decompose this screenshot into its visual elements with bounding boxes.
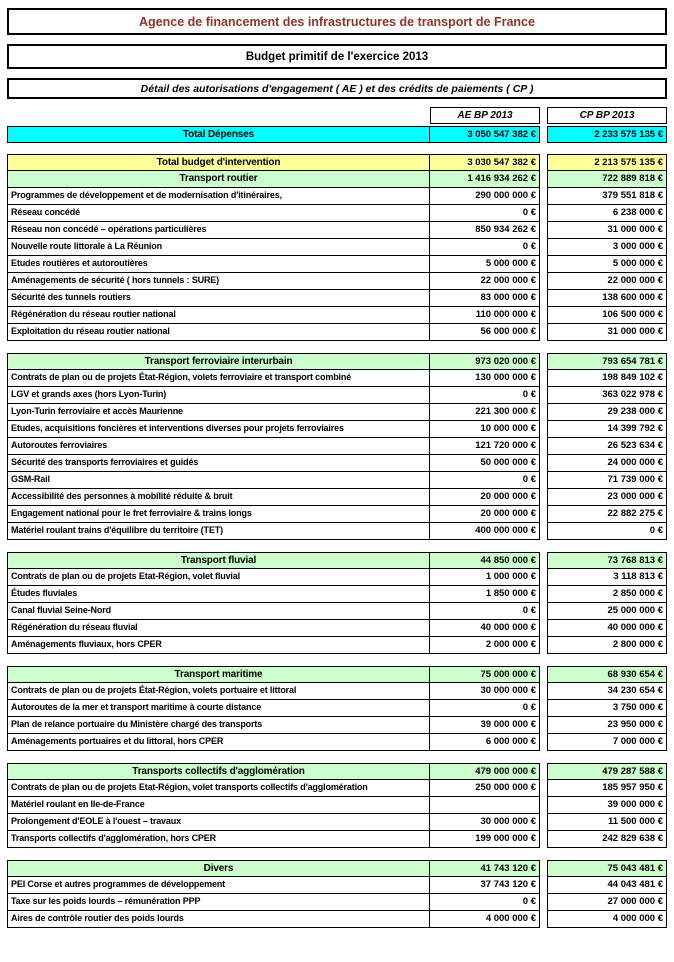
column-gap <box>540 290 547 307</box>
cp-value: 68 930 654 € <box>547 666 667 683</box>
cp-value: 2 213 575 135 € <box>547 154 667 171</box>
line-label: Régénération du réseau fluvial <box>7 620 430 637</box>
column-gap <box>540 763 547 780</box>
ae-value: 75 000 000 € <box>430 666 540 683</box>
cp-value: 44 043 481 € <box>547 877 667 894</box>
detail-caption-text: Détail des autorisations d'engagement ( AE ) et des crédits de paiements ( CP ) <box>140 82 534 95</box>
budget-line-row <box>7 683 667 700</box>
budget-line-row <box>7 894 667 911</box>
section-header-row <box>7 353 667 370</box>
cp-value: 0 € <box>547 523 667 540</box>
column-gap <box>540 700 547 717</box>
budget-line-row <box>7 273 667 290</box>
column-gap <box>540 717 547 734</box>
budget-line-row <box>7 603 667 620</box>
line-label: Prolongement d'EOLE à l'ouest – travaux <box>7 814 430 831</box>
ae-value: 290 000 000 € <box>430 188 540 205</box>
ae-value: 40 000 000 € <box>430 620 540 637</box>
agency-title <box>7 8 667 35</box>
ae-value: 30 000 000 € <box>430 683 540 700</box>
cp-value: 25 000 000 € <box>547 603 667 620</box>
column-gap <box>540 307 547 324</box>
total-depenses-row <box>7 126 667 143</box>
budget-line-row <box>7 239 667 256</box>
line-label: Aménagements portuaires et du littoral, hors CPER <box>7 734 430 751</box>
cp-value: 2 233 575 135 € <box>547 126 667 143</box>
budget-line-row <box>7 877 667 894</box>
ae-value: 41 743 120 € <box>430 860 540 877</box>
ae-value: 10 000 000 € <box>430 421 540 438</box>
line-label: Transport ferroviaire interurbain <box>7 353 430 370</box>
line-label: Transport maritime <box>7 666 430 683</box>
intervention-total-row <box>7 154 667 171</box>
cp-value: 23 950 000 € <box>547 717 667 734</box>
cp-value: 2 800 000 € <box>547 637 667 654</box>
ae-value: 0 € <box>430 472 540 489</box>
column-gap <box>540 620 547 637</box>
line-label: Sécurité des transports ferroviaires et guidés <box>7 455 430 472</box>
budget-section-2 <box>7 552 667 654</box>
line-label: Nouvelle route littorale à La Réunion <box>7 239 430 256</box>
line-label: Contrats de plan ou de projets État-Région, volets portuaire et littoral <box>7 683 430 700</box>
ae-value: 5 000 000 € <box>430 256 540 273</box>
ae-value <box>430 797 540 814</box>
ae-column-header: AE BP 2013 <box>430 107 540 124</box>
column-gap <box>540 370 547 387</box>
cp-value: 71 739 000 € <box>547 472 667 489</box>
cp-value: 22 000 000 € <box>547 273 667 290</box>
column-gap <box>540 831 547 848</box>
ae-value: 3 050 547 382 € <box>430 126 540 143</box>
section-header-row <box>7 171 667 188</box>
budget-line-row <box>7 506 667 523</box>
cp-value: 6 238 000 € <box>547 205 667 222</box>
column-gap <box>540 256 547 273</box>
ae-value: 3 030 547 382 € <box>430 154 540 171</box>
cp-value: 185 957 950 € <box>547 780 667 797</box>
column-gap <box>540 353 547 370</box>
cp-value: 39 000 000 € <box>547 797 667 814</box>
budget-section-4 <box>7 763 667 848</box>
ae-value: 0 € <box>430 387 540 404</box>
cp-value: 722 889 818 € <box>547 171 667 188</box>
line-label: Aménagements fluviaux, hors CPER <box>7 637 430 654</box>
cp-value: 242 829 638 € <box>547 831 667 848</box>
ae-value: 2 000 000 € <box>430 637 540 654</box>
line-label: Matériel roulant trains d'équilibre du territoire (TET) <box>7 523 430 540</box>
line-label: Régénération du réseau routier national <box>7 307 430 324</box>
column-header-spacer <box>7 107 430 124</box>
line-label: Contrats de plan ou de projets Etat-Région, volet transports collectifs d'agglomération <box>7 780 430 797</box>
cp-value: 26 523 634 € <box>547 438 667 455</box>
line-label: Autoroutes de la mer et transport maritime à courte distance <box>7 700 430 717</box>
budget-line-row <box>7 586 667 603</box>
budget-line-row <box>7 455 667 472</box>
budget-subtitle-text: Budget primitif de l'exercice 2013 <box>245 50 429 63</box>
cp-value: 24 000 000 € <box>547 455 667 472</box>
column-gap <box>540 171 547 188</box>
cp-value: 22 882 275 € <box>547 506 667 523</box>
column-gap <box>540 154 547 171</box>
ae-value: 973 020 000 € <box>430 353 540 370</box>
line-label: Divers <box>7 860 430 877</box>
cp-value: 31 000 000 € <box>547 324 667 341</box>
cp-value: 23 000 000 € <box>547 489 667 506</box>
ae-value: 37 743 120 € <box>430 877 540 894</box>
budget-line-row <box>7 523 667 540</box>
column-gap <box>540 637 547 654</box>
detail-caption <box>7 78 667 99</box>
column-header-row <box>7 107 667 124</box>
cp-value: 29 238 000 € <box>547 404 667 421</box>
line-label: Contrats de plan ou de projets État-Région, volets ferroviaire et transport combiné <box>7 370 430 387</box>
budget-line-row <box>7 489 667 506</box>
cp-value: 27 000 000 € <box>547 894 667 911</box>
ae-value: 110 000 000 € <box>430 307 540 324</box>
budget-subtitle <box>7 44 667 69</box>
budget-line-row <box>7 324 667 341</box>
budget-line-row <box>7 569 667 586</box>
ae-value: 0 € <box>430 239 540 256</box>
cp-value: 14 399 792 € <box>547 421 667 438</box>
ae-value: 44 850 000 € <box>430 552 540 569</box>
cp-value: 5 000 000 € <box>547 256 667 273</box>
line-label: Programmes de développement et de modernisation d'itinéraires, <box>7 188 430 205</box>
line-label: Autoroutes ferroviaires <box>7 438 430 455</box>
ae-value: 20 000 000 € <box>430 506 540 523</box>
ae-value: 0 € <box>430 205 540 222</box>
ae-value: 199 000 000 € <box>430 831 540 848</box>
column-gap <box>540 683 547 700</box>
budget-section-3 <box>7 666 667 751</box>
budget-section-5 <box>7 860 667 928</box>
line-label: Transports collectifs d'agglomération <box>7 763 430 780</box>
cp-value: 73 768 813 € <box>547 552 667 569</box>
column-gap <box>540 489 547 506</box>
cp-value: 3 750 000 € <box>547 700 667 717</box>
budget-line-row <box>7 290 667 307</box>
budget-line-row <box>7 717 667 734</box>
budget-section-1 <box>7 353 667 540</box>
budget-line-row <box>7 734 667 751</box>
cp-value: 7 000 000 € <box>547 734 667 751</box>
line-label: Lyon-Turin ferroviaire et accès Maurienne <box>7 404 430 421</box>
line-label: Transports collectifs d'agglomération, hors CPER <box>7 831 430 848</box>
budget-line-row <box>7 831 667 848</box>
column-gap <box>540 421 547 438</box>
column-gap <box>540 455 547 472</box>
ae-value: 20 000 000 € <box>430 489 540 506</box>
budget-line-row <box>7 911 667 928</box>
column-gap <box>540 472 547 489</box>
ae-value: 250 000 000 € <box>430 780 540 797</box>
column-gap <box>540 603 547 620</box>
column-gap <box>540 911 547 928</box>
section-header-row <box>7 763 667 780</box>
ae-value: 22 000 000 € <box>430 273 540 290</box>
ae-value: 130 000 000 € <box>430 370 540 387</box>
ae-value: 83 000 000 € <box>430 290 540 307</box>
column-gap <box>540 894 547 911</box>
budget-line-row <box>7 370 667 387</box>
ae-value: 0 € <box>430 603 540 620</box>
line-label: Plan de relance portuaire du Ministère chargé des transports <box>7 717 430 734</box>
line-label: Exploitation du réseau routier national <box>7 324 430 341</box>
column-gap <box>540 273 547 290</box>
line-label: Total Dépenses <box>7 126 430 143</box>
line-label: Total budget d'intervention <box>7 154 430 171</box>
column-gap <box>540 552 547 569</box>
cp-value: 40 000 000 € <box>547 620 667 637</box>
budget-line-row <box>7 387 667 404</box>
cp-value: 34 230 654 € <box>547 683 667 700</box>
budget-section-0 <box>7 154 667 341</box>
line-label: Accessibilité des personnes à mobilité réduite & bruit <box>7 489 430 506</box>
line-label: GSM-Rail <box>7 472 430 489</box>
column-gap <box>540 107 547 124</box>
line-label: Engagement national pour le fret ferroviaire & trains longs <box>7 506 430 523</box>
column-gap <box>540 126 547 143</box>
cp-value: 479 287 588 € <box>547 763 667 780</box>
section-header-row <box>7 666 667 683</box>
column-gap <box>540 780 547 797</box>
line-label: Transport routier <box>7 171 430 188</box>
ae-value: 4 000 000 € <box>430 911 540 928</box>
line-label: Aménagements de sécurité ( hors tunnels : SURE) <box>7 273 430 290</box>
cp-value: 363 022 978 € <box>547 387 667 404</box>
column-gap <box>540 797 547 814</box>
cp-column-header: CP BP 2013 <box>547 107 667 124</box>
column-gap <box>540 506 547 523</box>
cp-value: 4 000 000 € <box>547 911 667 928</box>
ae-value: 39 000 000 € <box>430 717 540 734</box>
ae-value: 56 000 000 € <box>430 324 540 341</box>
budget-line-row <box>7 620 667 637</box>
cp-value: 75 043 481 € <box>547 860 667 877</box>
line-label: Etudes, acquisitions foncières et interventions diverses pour projets ferroviaires <box>7 421 430 438</box>
line-label: Études fluviales <box>7 586 430 603</box>
budget-line-row <box>7 222 667 239</box>
ae-value: 221 300 000 € <box>430 404 540 421</box>
column-gap <box>540 404 547 421</box>
budget-line-row <box>7 700 667 717</box>
ae-value: 400 000 000 € <box>430 523 540 540</box>
budget-line-row <box>7 421 667 438</box>
line-label: Réseau non concédé – opérations particulières <box>7 222 430 239</box>
column-gap <box>540 239 547 256</box>
column-gap <box>540 222 547 239</box>
ae-value: 0 € <box>430 894 540 911</box>
ae-value: 30 000 000 € <box>430 814 540 831</box>
line-label: Aires de contrôle routier des poids lourds <box>7 911 430 928</box>
budget-line-row <box>7 188 667 205</box>
budget-line-row <box>7 472 667 489</box>
cp-value: 138 600 000 € <box>547 290 667 307</box>
cp-value: 31 000 000 € <box>547 222 667 239</box>
line-label: Contrats de plan ou de projets Etat-Région, volet fluvial <box>7 569 430 586</box>
sections-container <box>7 154 667 928</box>
line-label: Sécurité des tunnels routiers <box>7 290 430 307</box>
cp-value: 3 118 813 € <box>547 569 667 586</box>
line-label: Taxe sur les poids lourds – rémunération PPP <box>7 894 430 911</box>
column-gap <box>540 438 547 455</box>
ae-value: 1 416 934 262 € <box>430 171 540 188</box>
line-label: Réseau concédé <box>7 205 430 222</box>
budget-line-row <box>7 797 667 814</box>
budget-line-row <box>7 205 667 222</box>
ae-value: 1 000 000 € <box>430 569 540 586</box>
line-label: PEI Corse et autres programmes de développement <box>7 877 430 894</box>
ae-value: 850 934 262 € <box>430 222 540 239</box>
cp-value: 11 500 000 € <box>547 814 667 831</box>
column-gap <box>540 387 547 404</box>
cp-value: 106 500 000 € <box>547 307 667 324</box>
budget-line-row <box>7 307 667 324</box>
section-header-row <box>7 552 667 569</box>
column-gap <box>540 569 547 586</box>
column-gap <box>540 666 547 683</box>
column-gap <box>540 205 547 222</box>
ae-value: 479 000 000 € <box>430 763 540 780</box>
ae-value: 1 850 000 € <box>430 586 540 603</box>
column-gap <box>540 324 547 341</box>
line-label: Transport fluvial <box>7 552 430 569</box>
budget-line-row <box>7 256 667 273</box>
cp-value: 2 850 000 € <box>547 586 667 603</box>
column-gap <box>540 188 547 205</box>
column-gap <box>540 860 547 877</box>
budget-line-row <box>7 780 667 797</box>
line-label: LGV et grands axes (hors Lyon-Turin) <box>7 387 430 404</box>
section-header-row <box>7 860 667 877</box>
ae-value: 50 000 000 € <box>430 455 540 472</box>
budget-line-row <box>7 438 667 455</box>
line-label: Matériel roulant en Ile-de-France <box>7 797 430 814</box>
cp-value: 198 849 102 € <box>547 370 667 387</box>
line-label: Etudes routières et autoroutières <box>7 256 430 273</box>
cp-value: 3 000 000 € <box>547 239 667 256</box>
ae-value: 6 000 000 € <box>430 734 540 751</box>
column-gap <box>540 877 547 894</box>
line-label: Canal fluvial Seine-Nord <box>7 603 430 620</box>
column-gap <box>540 586 547 603</box>
column-gap <box>540 523 547 540</box>
column-gap <box>540 734 547 751</box>
budget-line-row <box>7 814 667 831</box>
ae-value: 0 € <box>430 700 540 717</box>
budget-line-row <box>7 637 667 654</box>
ae-value: 121 720 000 € <box>430 438 540 455</box>
agency-title-text: Agence de financement des infrastructures de transport de France <box>139 14 535 29</box>
column-gap <box>540 814 547 831</box>
cp-value: 793 654 781 € <box>547 353 667 370</box>
cp-value: 379 551 818 € <box>547 188 667 205</box>
budget-line-row <box>7 404 667 421</box>
